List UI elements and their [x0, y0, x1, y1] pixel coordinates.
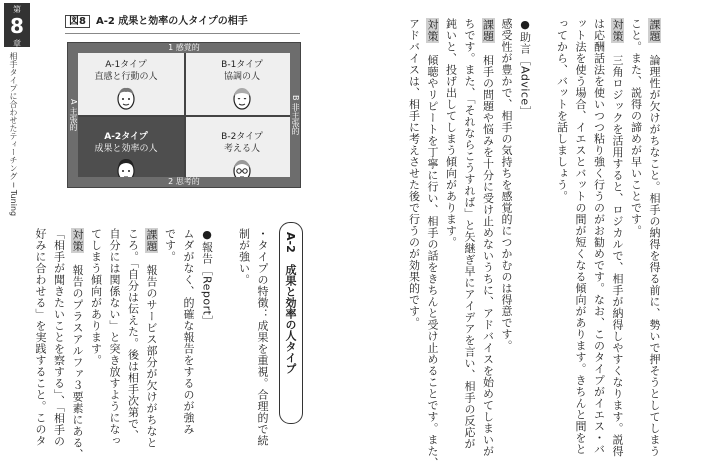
- type-matrix-figure: [67, 42, 301, 188]
- chapter-number: 8: [10, 14, 24, 38]
- quadrant-b1-title: B-1タイプ: [221, 60, 263, 70]
- chapter-suffix: 章: [13, 39, 21, 48]
- text-line: てしまう傾向があります。: [89, 228, 103, 366]
- text-line: 感受性が豊かで、相手の気持ちを感覚的につかむのは得意です。: [500, 18, 513, 352]
- keyword-badge: 課題: [648, 19, 661, 42]
- text-line: アドバイスは、相手に考えさせた後で行うのが効果的です。: [407, 18, 421, 329]
- text-line: ちです。また、「それならこうすれば」と矢継ぎ早にアイデアを言い、相手の反応が: [463, 18, 476, 450]
- quadrant-b1-subtitle: 協調の人: [223, 72, 260, 82]
- text-line: こと。また、説得の諦めが早いことです。: [629, 18, 643, 237]
- text-line: ット法を使う場合、イエスとバットの間が短くなる傾向があります。きちんと間をと: [574, 18, 587, 455]
- quadrant-a1: [68, 43, 184, 115]
- quadrant-a1-subtitle: 直感と行動の人: [94, 72, 158, 82]
- text-line: ムダがなく、的確な報告をするのが強み: [182, 228, 195, 435]
- keyword-badge: 対策: [426, 19, 439, 42]
- figure-tag: 図8: [65, 15, 90, 28]
- text-line: [535, 18, 554, 428]
- text-line: 対策 三角ロジックを活用すると、ロジカルで、相手が納得しやすくなります。説得: [611, 19, 624, 457]
- text-line: 課題 相手の問題や悩みを十分に受け止めないうちに、アドバイスを始めてしまいが: [481, 19, 495, 457]
- quadrant-b2-subtitle: 考える人: [223, 144, 260, 154]
- section-title: A-2 成果と効率の人タイプ: [284, 232, 297, 374]
- text-line: です。: [163, 228, 177, 263]
- axis-right-label: B 非主張的: [290, 53, 300, 177]
- quadrant-b1: [184, 43, 300, 115]
- axis-left-label: A 主張的: [68, 53, 78, 177]
- text-line: ●助言［Advice］: [518, 18, 532, 118]
- person-face-icon: [115, 85, 137, 111]
- text-line: 好みに合わせる」を実践すること。このタ: [34, 228, 47, 447]
- text-line: [217, 228, 236, 424]
- text-line: 対策 傾聴やリピートを丁寧に行い、相手の話をきちんと受け止めることです。また、: [426, 19, 439, 469]
- quadrant-a1-title: A-1タイプ: [105, 60, 147, 70]
- person-face-icon: [231, 85, 253, 111]
- text-line: ●報告［Report］: [200, 228, 214, 327]
- text-line: 鈍いと、投げ出してしまう傾向があります。: [444, 18, 458, 248]
- chapter-title: 相手タイプに合わせたティーチング ─ Tuning: [9, 52, 18, 217]
- text-line: 自分には関係ない」と突き放すようになっ: [108, 228, 121, 447]
- quadrant-b2-title: B-2タイプ: [221, 132, 263, 142]
- text-line: ・タイプの特徴：成果を重視。合理的で続: [256, 228, 269, 447]
- text-line: 「相手が聞きたいことを察する」、「相手の: [52, 228, 66, 447]
- quadrant-a2-title: A-2タイプ: [104, 132, 148, 142]
- text-line: ころ。「自分は伝えた。後は相手次第で、: [126, 228, 140, 441]
- text-line: 制が強い。: [237, 228, 251, 286]
- figure-title: A-2 成果と効率の人タイプの相手: [95, 16, 248, 27]
- keyword-badge: 課題: [145, 229, 158, 252]
- quadrant-a2-subtitle: 成果と効率の人: [94, 144, 158, 154]
- axis-top-label: 1 感覚的: [68, 43, 300, 53]
- chapter-label: 第: [13, 5, 21, 14]
- text-line: ってから、バットを話しましょう。: [555, 18, 569, 202]
- chapter-badge: [4, 3, 30, 47]
- text-line: 対策 報告のプラスアルファ３要素にある、: [71, 229, 84, 460]
- figure-caption: [65, 14, 300, 30]
- keyword-badge: 課題: [481, 19, 495, 42]
- axis-bottom-label: 2 思考的: [68, 177, 300, 187]
- text-line: は応酬話法を使いつつ粘り強く行うのがお勧めです。なお、このタイプがイエス・バ: [592, 18, 606, 455]
- keyword-badge: 対策: [611, 19, 624, 42]
- matrix-horizontal-divider: [68, 115, 300, 117]
- text-line: 課題 論理性が欠けがちなこと。相手の納得を得る前に、勢いで押そうとしてしまう: [648, 19, 661, 457]
- text-line: 課題 報告のサービス部分が欠けがちなと: [145, 229, 158, 449]
- keyword-badge: 対策: [71, 229, 84, 252]
- figure-underline: [65, 33, 300, 34]
